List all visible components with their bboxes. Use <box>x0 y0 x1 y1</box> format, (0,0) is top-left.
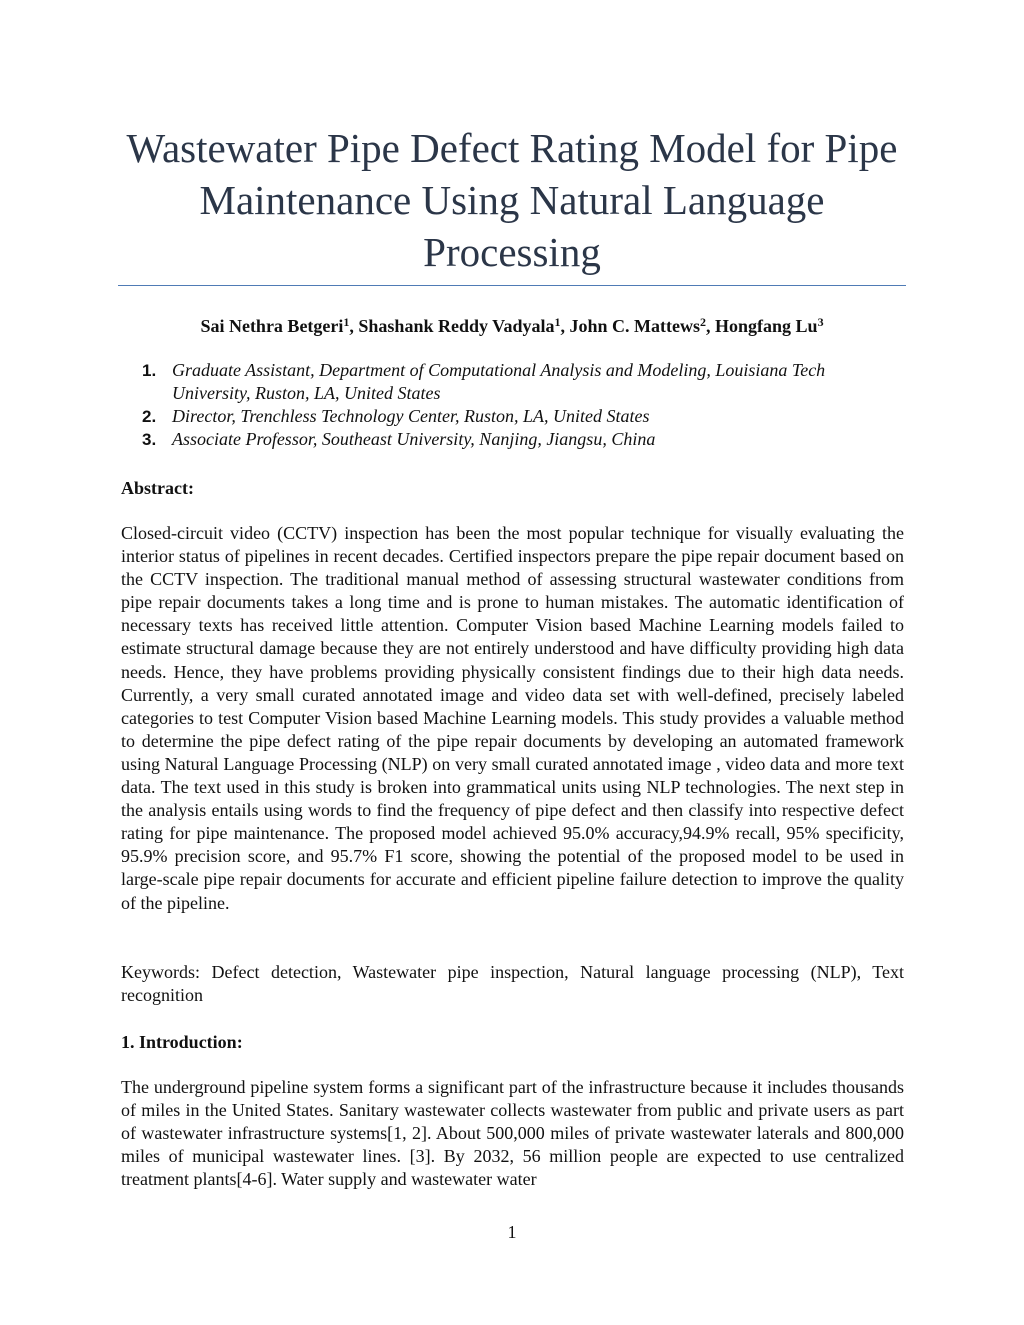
affiliation-number: 2. <box>142 407 157 426</box>
abstract-text: Closed-circuit video (CCTV) inspection has been the most popular technique for visually evaluating the interior status of pipelines in recent decades. Certified inspectors prepare the pipe repair document based on the CCTV inspection. The traditional manual method of assessing structural wastewater conditions from pipe repair documents takes a long time and is prone to human mistakes. The automatic identification of necessary texts has received little attention. Computer Vision based Machine Learning models failed to estimate structural damage because they are not entirely understood and have difficulty providing high data needs. Hence, they have problems providing physically consistent findings due to their high data needs. Currently, a very small curated annotated image and video data set with well-defined, precisely labeled categories to test Computer Vision based Machine Learning models. This study provides a valuable method to determine the pipe defect rating of the pipe repair documents by developing an automated framework using Natural Language Processing (NLP) on very small curated annotated image , video data and more text data. The text used in this study is broken into grammatical units using NLP technologies. The next step in the analysis entails using words to find the frequency of pipe defect and then classify into respective defect rating for pipe maintenance. The proposed model achieved 95.0% accuracy,94.9% recall, 95% specificity, 95.9% precision score, and 95.7% F1 score, showing the potential of the proposed model to be used in large-scale pipe repair documents for accurate and efficient pipeline failure detection to improve the quality of the pipeline. <box>121 523 904 913</box>
affiliation-item <box>118 359 908 405</box>
keywords: Keywords: Defect detection, Wastewater pipe inspection, Natural language processing (NLP), Text recognition <box>121 962 904 1006</box>
author: Hongfang Lu$^3$ <box>715 315 824 336</box>
author-list <box>118 314 906 338</box>
paper-title: Wastewater Pipe Defect Rating Model for Pipe Maintenance Using Natural Language Processing <box>126 125 898 275</box>
affiliation-number: 3. <box>142 430 157 449</box>
introduction-heading: 1. Introduction: <box>121 1032 243 1052</box>
page-number: 1 <box>507 1222 517 1242</box>
abstract-heading: Abstract: <box>121 478 194 498</box>
author: Sai Nethra Betgeri$^1$, <box>200 315 359 336</box>
author: Shashank Reddy Vadyala$^1$, <box>358 315 570 336</box>
introduction-text: The underground pipeline system forms a significant part of the infrastructure because it includes thousands of miles in the United States. Sanitary wastewater collects wastewater from public and private users as part of wastewater infrastructure systems[1, 2]. About 500,000 miles of private wastewater laterals and 800,000 miles of municipal wastewater lines. [3]. By 2032, 56 million people are expected to use centralized treatment plants[4-6]. Water supply and wastewater water <box>121 1077 904 1190</box>
affiliation-list <box>118 359 908 451</box>
title-divider <box>118 285 906 286</box>
affiliation-item <box>118 405 908 428</box>
affiliation-item <box>118 428 908 451</box>
affiliation-number: 1. <box>142 361 157 380</box>
author: John C. Mattews$^2$, <box>569 315 716 336</box>
affiliation-text: Director, Trenchless Technology Center, Ruston, LA, United States <box>172 406 650 426</box>
affiliation-text: Graduate Assistant, Department of Computational Analysis and Modeling, Louisiana Tech University, Ruston, LA, United States <box>172 360 826 403</box>
affiliation-text: Associate Professor, Southeast University, Nanjing, Jiangsu, China <box>172 429 656 449</box>
